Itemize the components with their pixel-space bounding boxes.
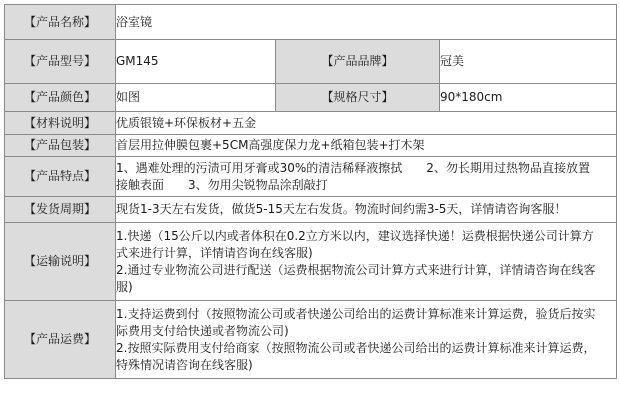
value-material: 优质银镜+环保板材+五金 bbox=[116, 112, 617, 135]
freight-line-4: 特殊情况请咨询在线客服) bbox=[116, 357, 253, 372]
value-size-spec: 90*180cm bbox=[440, 84, 617, 112]
label-features: 【产品特点】 bbox=[5, 157, 116, 197]
label-product-name: 【产品名称】 bbox=[5, 5, 116, 40]
value-product-color: 如图 bbox=[116, 84, 276, 112]
row-transport bbox=[5, 223, 617, 301]
row-material bbox=[5, 112, 617, 135]
label-size-spec: 【规格尺寸】 bbox=[276, 84, 440, 112]
transport-line-4: 服) bbox=[116, 279, 133, 294]
label-material: 【材料说明】 bbox=[5, 112, 116, 135]
value-features bbox=[116, 157, 617, 197]
value-packing: 首层用拉伸膜包裹+5CM高强度保力龙+纸箱包装+打木架 bbox=[116, 135, 617, 157]
transport-line-1: 1.快递（15公斤以内或者体积在0.2立方米以内，建议选择快递！运费根据快递公司计算方 bbox=[116, 228, 594, 243]
row-packing bbox=[5, 135, 617, 157]
value-product-brand: 冠美 bbox=[440, 40, 617, 84]
freight-line-3: 2.按照实际费用支付给商家（按照物流公司或者快递公司给出的运费计算标准来计算运费， bbox=[116, 340, 596, 355]
features-line-1: 1、遇难处理的污渍可用牙膏或30%的清洁稀释液擦拭 2、勿长期用过热物品直接放置 bbox=[116, 160, 590, 175]
value-product-name: 浴室镜 bbox=[116, 5, 617, 40]
label-packing: 【产品包装】 bbox=[5, 135, 116, 157]
row-product-color bbox=[5, 84, 617, 112]
row-features bbox=[5, 157, 617, 197]
label-freight: 【产品运费】 bbox=[5, 301, 116, 379]
label-product-model: 【产品型号】 bbox=[5, 40, 116, 84]
value-product-model: GM145 bbox=[116, 40, 276, 84]
row-shipping-period bbox=[5, 197, 617, 223]
features-line-2: 接触表面 3、勿用尖锐物品涂刮敲打 bbox=[116, 177, 328, 192]
row-product-model bbox=[5, 40, 617, 84]
row-product-name bbox=[5, 5, 617, 40]
value-shipping-period: 现货1-3天左右发货，做货5-15天左右发货。物流时间约需3-5天，详情请咨询客服！ bbox=[116, 197, 617, 223]
label-product-color: 【产品颜色】 bbox=[5, 84, 116, 112]
value-freight bbox=[116, 301, 617, 379]
freight-line-1: 1.支持运费到付（按照物流公司或者快递公司给出的运费计算标准来计算运费，验货后按实 bbox=[116, 306, 596, 321]
transport-line-3: 2.通过专业物流公司进行配送（运费根据物流公司计算方式来进行计算，详情请咨询在线客 bbox=[116, 262, 596, 277]
product-spec-table bbox=[4, 4, 617, 379]
label-shipping-period: 【发货周期】 bbox=[5, 197, 116, 223]
value-transport bbox=[116, 223, 617, 301]
freight-line-2: 际费用支付给快递或者物流公司) bbox=[116, 323, 289, 338]
transport-line-2: 式来进行计算，详情请咨询在线客服) bbox=[116, 245, 313, 260]
row-freight bbox=[5, 301, 617, 379]
label-product-brand: 【产品品牌】 bbox=[276, 40, 440, 84]
label-transport: 【运输说明】 bbox=[5, 223, 116, 301]
